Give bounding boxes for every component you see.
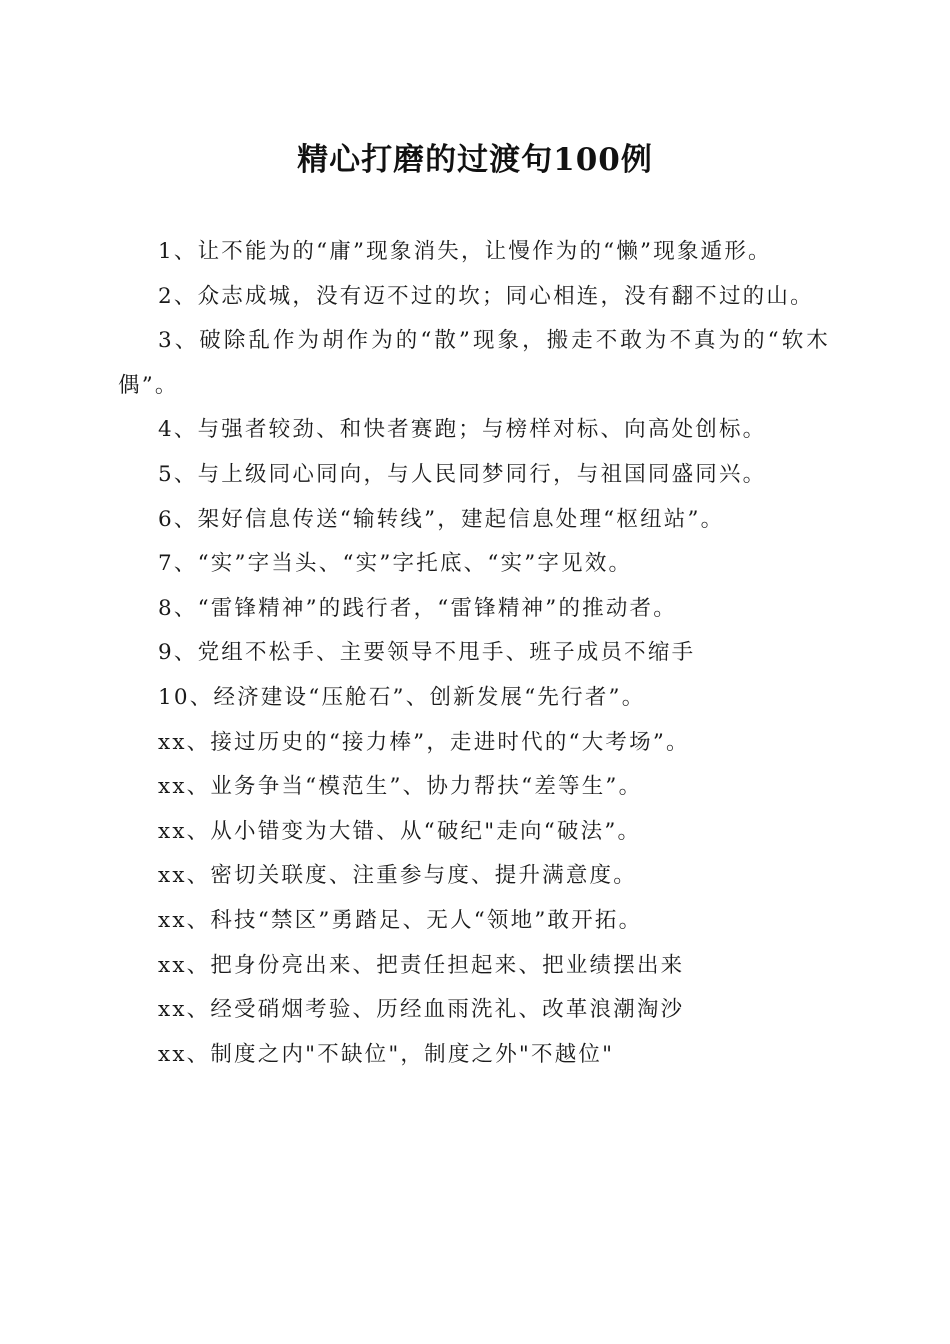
paragraph-15: xx、科技“禁区”勇踏足、无人“领地”敢开拓。 (158, 907, 643, 933)
paragraph-8: 8、“雷锋精神”的践行者，“雷锋精神”的推动者。 (158, 595, 677, 621)
paragraph-4: 4、与强者较劲、和快者赛跑；与榜样对标、向高处创标。 (158, 417, 767, 443)
paragraph-10: 10、经济建设“压舱石”、创新发展“先行者”。 (158, 684, 646, 710)
document-body (118, 230, 830, 1077)
paragraph-7: 7、“实”字当头、“实”字托底、“实”字见效。 (158, 551, 633, 577)
paragraph-3: 3、破除乱作为胡作为的“散”现象，搬走不敢为不真为的“软木偶”。 (118, 328, 830, 398)
document-title: 精心打磨的过渡句100例 (297, 142, 653, 178)
paragraph-18: xx、制度之内"不缺位"，制度之外"不越位" (158, 1041, 615, 1067)
paragraph-2: 2、众志成城，没有迈不过的坎；同心相连，没有翻不过的山。 (158, 283, 814, 309)
paragraph-14: xx、密切关联度、注重参与度、提升满意度。 (158, 863, 637, 889)
paragraph-5: 5、与上级同心同向，与人民同梦同行，与祖国同盛同兴。 (158, 461, 767, 487)
paragraph-17: xx、经受硝烟考验、历经血雨洗礼、改革浪潮淘沙 (158, 997, 685, 1023)
paragraph-16: xx、把身份亮出来、把责任担起来、把业绩摆出来 (158, 952, 685, 978)
paragraph-12: xx、业务争当“模范生”、协力帮扶“差等生”。 (158, 774, 643, 800)
paragraph-11: xx、接过历史的“接力棒”，走进时代的“大考场”。 (158, 729, 690, 755)
paragraph-9: 9、党组不松手、主要领导不甩手、班子成员不缩手 (158, 640, 696, 666)
paragraph-1: 1、让不能为的“庸”现象消失，让慢作为的“懒”现象遁形。 (158, 239, 772, 264)
paragraph-6: 6、架好信息传送“输转线”，建起信息处理“枢纽站”。 (158, 506, 725, 532)
paragraph-13: xx、从小错变为大错、从“破纪"走向“破法”。 (158, 818, 642, 844)
